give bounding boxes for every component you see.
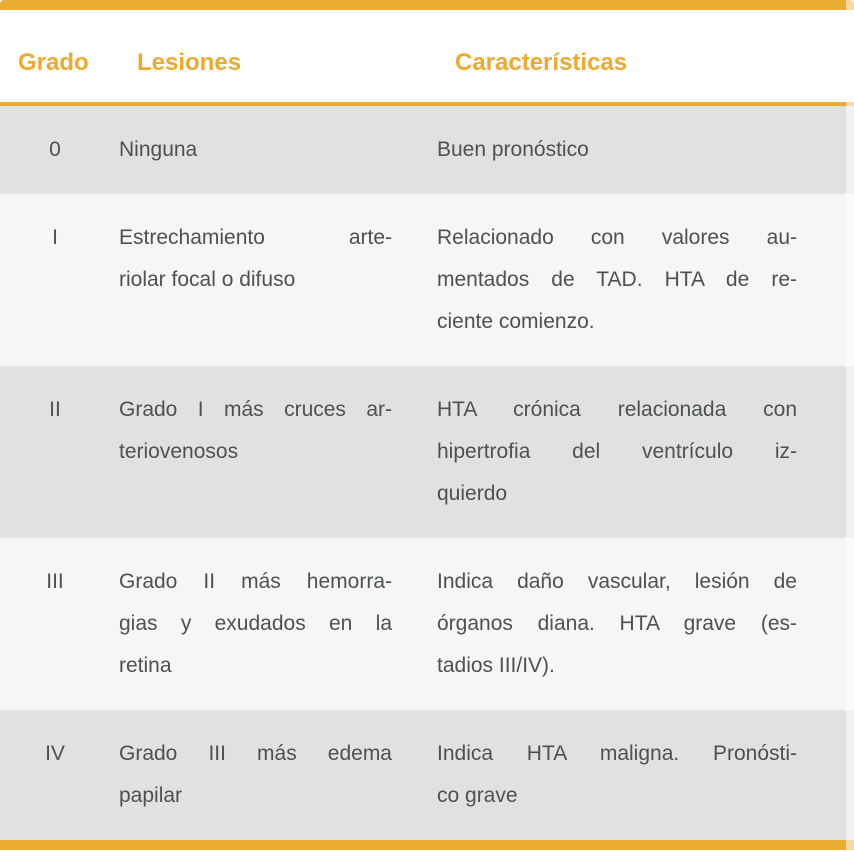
table-row — [0, 106, 854, 194]
table-row — [0, 538, 854, 710]
top-accent-bar — [0, 0, 854, 10]
grado-cell: III — [46, 570, 64, 593]
lesiones-cell — [119, 129, 392, 171]
text-line: hipertrofia del ventrículo iz- — [437, 440, 797, 463]
caracteristicas-cell — [437, 733, 797, 817]
text-line: Indica daño vascular, lesión de — [437, 570, 797, 593]
text-line: retina — [119, 654, 172, 677]
text-line: ciente comienzo. — [437, 310, 595, 333]
caracteristicas-cell — [437, 217, 797, 343]
caracteristicas-cell — [437, 129, 797, 171]
text-line: Indica HTA maligna. Pronósti- — [437, 742, 797, 765]
text-line: teriovenosos — [119, 440, 239, 463]
text-line: riolar focal o difuso — [119, 268, 296, 291]
text-line: Buen pronóstico — [437, 138, 589, 161]
table-row — [0, 366, 854, 538]
grado-cell: I — [52, 226, 58, 249]
text-line: Ninguna — [119, 138, 198, 161]
text-line: papilar — [119, 784, 183, 807]
table-header-row — [0, 10, 854, 102]
text-line: quierdo — [437, 482, 508, 505]
text-line: co grave — [437, 784, 518, 807]
text-line: tadios III/IV). — [437, 654, 555, 677]
lesiones-cell — [119, 389, 392, 515]
table-row — [0, 710, 854, 840]
lesiones-cell — [119, 733, 392, 817]
text-line: órganos diana. HTA grave (es- — [437, 612, 797, 635]
grado-cell: 0 — [49, 138, 61, 161]
column-header-lesiones: Lesiones — [137, 49, 242, 76]
caracteristicas-cell — [437, 561, 797, 687]
grado-cell: II — [49, 398, 61, 421]
lesiones-cell — [119, 561, 392, 687]
text-line: gias y exudados en la — [119, 612, 392, 635]
text-line: Grado III más edema — [119, 742, 392, 765]
bottom-accent-bar — [0, 840, 854, 850]
text-line: mentados de TAD. HTA de re- — [437, 268, 797, 291]
text-line: Estrechamiento arte- — [119, 226, 392, 249]
table-body — [0, 106, 854, 840]
text-line: Grado II más hemorra- — [119, 570, 392, 593]
text-line: HTA crónica relacionada con — [437, 398, 797, 421]
grado-cell: IV — [45, 742, 65, 765]
column-header-grado: Grado — [18, 49, 89, 76]
column-header-caracteristicas: Características — [455, 49, 628, 76]
caracteristicas-cell — [437, 389, 797, 515]
table-row — [0, 194, 854, 366]
text-line: Relacionado con valores au- — [437, 226, 797, 249]
lesiones-cell — [119, 217, 392, 343]
text-line: Grado I más cruces ar- — [119, 398, 392, 421]
